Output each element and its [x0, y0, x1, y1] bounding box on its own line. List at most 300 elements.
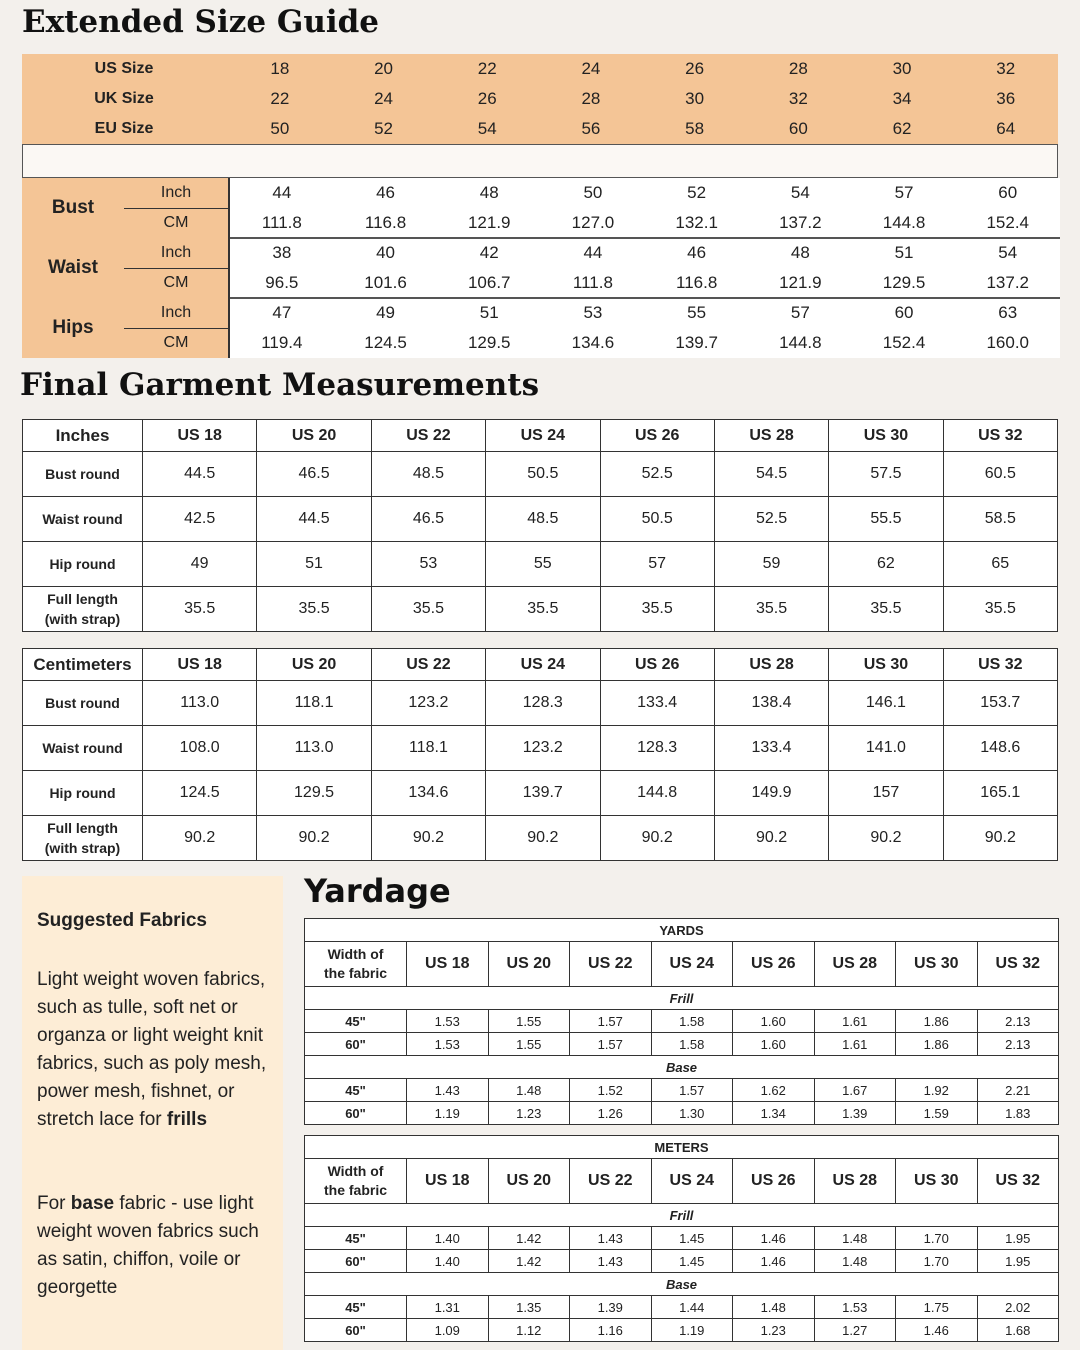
- yardage-cell: 2.13: [977, 1010, 1059, 1033]
- size-value: 20: [374, 59, 393, 78]
- measurement-value: 40: [376, 243, 395, 262]
- size-system-label: EU Size: [94, 120, 154, 137]
- size-value: 22: [270, 89, 290, 108]
- size-header: US 24: [651, 1159, 733, 1204]
- measurement-cell: 35.5: [257, 587, 371, 632]
- yardage-row: [305, 1227, 1059, 1250]
- width-header-line1: Width of: [327, 946, 384, 962]
- garment-cm-table: [22, 648, 1058, 861]
- measurement-cell: 51: [257, 542, 371, 587]
- measurement-value: 124.5: [364, 333, 407, 352]
- measurement-cell: 46.5: [371, 497, 485, 542]
- yardage-cell: 1.34: [733, 1102, 815, 1125]
- fabrics-base-text: For base fabric - use light weight woven fabrics such as satin, chiffon, voile or georgette: [37, 1193, 259, 1298]
- measurement-value: 44: [583, 243, 603, 262]
- yardage-cell: 1.86: [896, 1033, 978, 1056]
- measurement-value: 48: [479, 183, 499, 202]
- group-divider: [230, 297, 1060, 299]
- row-label-text: Hip round: [49, 556, 116, 572]
- measurement-cell: 153.7: [943, 681, 1057, 726]
- measurement-cell: 146.1: [829, 681, 943, 726]
- yardage-cell: 1.46: [733, 1250, 815, 1273]
- yardage-cell: 1.58: [651, 1033, 733, 1056]
- size-value: 30: [892, 59, 912, 78]
- yardage-cell: 1.60: [733, 1033, 815, 1056]
- yardage-cell: 1.19: [651, 1319, 733, 1342]
- size-header: US 30: [829, 420, 943, 452]
- measurement-cell: 52.5: [714, 497, 828, 542]
- measurement-cell: 60.5: [943, 452, 1057, 497]
- section-label: Frill: [305, 1204, 1059, 1227]
- size-header: US 20: [257, 420, 371, 452]
- measurement-value: 63: [998, 303, 1018, 322]
- measurement-value: 54: [998, 243, 1018, 262]
- yardage-cell: 1.70: [896, 1227, 978, 1250]
- measurement-cell: 90.2: [943, 816, 1057, 861]
- size-header: US 26: [600, 649, 714, 681]
- table-row: [23, 452, 1058, 497]
- measurement-name: Hips: [52, 317, 94, 338]
- measurement-cell: 35.5: [943, 587, 1057, 632]
- measurement-cell: 58.5: [943, 497, 1057, 542]
- size-header: US 20: [488, 1159, 570, 1204]
- measurement-cell: 50.5: [600, 497, 714, 542]
- fabrics-title: Suggested Fabrics: [37, 910, 207, 931]
- unit-label: CM: [163, 334, 189, 351]
- size-value: 60: [788, 119, 808, 138]
- measurement-cell: 123.2: [371, 681, 485, 726]
- measurement-value: 57: [894, 183, 914, 202]
- measurement-cell: 35.5: [829, 587, 943, 632]
- size-value: 32: [788, 89, 808, 108]
- size-header: US 26: [733, 942, 815, 987]
- fabric-width: 60": [305, 1319, 407, 1342]
- row-label-text: Hip round: [49, 785, 116, 801]
- size-system-label: UK Size: [94, 90, 154, 107]
- measurement-cell: 124.5: [143, 771, 257, 816]
- yardage-cell: 1.75: [896, 1296, 978, 1319]
- measurement-cell: 133.4: [600, 681, 714, 726]
- measurement-cell: 128.3: [600, 726, 714, 771]
- measurement-cell: 90.2: [714, 816, 828, 861]
- row-label-subtext: (with strap): [44, 840, 121, 856]
- row-label: [23, 542, 143, 587]
- section-row: [305, 1273, 1059, 1296]
- measurement-value: 134.6: [571, 333, 615, 352]
- yardage-cell: 1.48: [814, 1250, 896, 1273]
- fabric-width: 45": [305, 1079, 407, 1102]
- measurement-cell: 90.2: [486, 816, 600, 861]
- yardage-cell: 1.43: [570, 1250, 652, 1273]
- measurement-value: 144.8: [779, 333, 822, 352]
- yardage-row: [305, 1319, 1059, 1342]
- measurement-value: 121.9: [467, 213, 511, 232]
- size-value: 34: [892, 89, 912, 108]
- row-label-text: Full length: [47, 591, 118, 607]
- measurement-value: 152.4: [882, 333, 926, 352]
- measurement-value: 46: [687, 243, 707, 262]
- measurement-cell: 149.9: [714, 771, 828, 816]
- unit-header: Inches: [23, 420, 143, 452]
- table-row: [23, 681, 1058, 726]
- size-value: 36: [996, 89, 1016, 108]
- measurement-value: 144.8: [882, 213, 926, 232]
- measurement-cell: 59: [714, 542, 828, 587]
- measurement-value: 46: [376, 183, 395, 202]
- row-label-text: Bust round: [45, 466, 120, 482]
- yardage-cell: 1.48: [814, 1227, 896, 1250]
- measurement-cell: 53: [371, 542, 485, 587]
- yardage-cell: 1.44: [651, 1296, 733, 1319]
- yardage-yards-table: [304, 918, 1059, 1125]
- row-label: [23, 816, 143, 861]
- yardage-cell: 1.26: [570, 1102, 652, 1125]
- measurement-group-waist: [22, 238, 228, 298]
- fabric-width: 45": [305, 1296, 407, 1319]
- measurement-cell: 90.2: [371, 816, 485, 861]
- measurement-cell: 46.5: [257, 452, 371, 497]
- yardage-cell: 1.09: [407, 1319, 489, 1342]
- size-header: US 18: [407, 942, 489, 987]
- measurement-cell: 57: [600, 542, 714, 587]
- measurement-value: 51: [894, 243, 914, 262]
- size-conversion-header: [22, 54, 1058, 144]
- size-header: US 22: [570, 1159, 652, 1204]
- measurement-cell: 42.5: [143, 497, 257, 542]
- measurement-name: Waist: [48, 257, 98, 278]
- measurement-value: 116.8: [364, 213, 407, 232]
- size-value: 56: [581, 119, 601, 138]
- size-header: US 20: [257, 649, 371, 681]
- measurement-cell: 57.5: [829, 452, 943, 497]
- size-header: US 30: [896, 1159, 978, 1204]
- measurement-value: 96.5: [265, 273, 299, 292]
- yardage-cell: 1.86: [896, 1010, 978, 1033]
- measurement-cell: 35.5: [600, 587, 714, 632]
- measurement-value: 53: [583, 303, 603, 322]
- size-header: US 28: [814, 942, 896, 987]
- size-system-label: US Size: [94, 60, 154, 77]
- measurement-value: 139.7: [675, 333, 718, 352]
- measurement-cell: 113.0: [143, 681, 257, 726]
- unit-label: Inch: [160, 244, 192, 261]
- measurement-value: 132.1: [675, 213, 718, 232]
- table-row: [23, 542, 1058, 587]
- yardage-cell: 1.39: [814, 1102, 896, 1125]
- measurement-cell: 44.5: [257, 497, 371, 542]
- yardage-cell: 1.19: [407, 1102, 489, 1125]
- size-value: 28: [788, 59, 808, 78]
- size-header: US 32: [977, 1159, 1059, 1204]
- row-label: [23, 771, 143, 816]
- measurement-cell: 48.5: [371, 452, 485, 497]
- measurement-value: 60: [894, 303, 914, 322]
- measurement-value: 129.5: [882, 273, 926, 292]
- row-label: [23, 681, 143, 726]
- us-size-row: [22, 54, 1058, 84]
- yardage-cell: 1.43: [407, 1079, 489, 1102]
- measurement-group-bust: [22, 178, 228, 238]
- yardage-row: [305, 1079, 1059, 1102]
- measurement-cell: 54.5: [714, 452, 828, 497]
- section-row: [305, 1204, 1059, 1227]
- size-value: 30: [685, 89, 705, 108]
- yardage-cell: 1.83: [977, 1102, 1059, 1125]
- section-label: Base: [305, 1056, 1059, 1079]
- measurement-value: 49: [376, 303, 395, 322]
- unit-divider: [124, 268, 228, 269]
- measurement-value: 116.8: [676, 273, 718, 292]
- size-header: US 30: [896, 942, 978, 987]
- measurement-cell: 90.2: [600, 816, 714, 861]
- yardage-cell: 1.40: [407, 1250, 489, 1273]
- size-value: 24: [581, 59, 601, 78]
- measurement-cell: 62: [829, 542, 943, 587]
- garment-title: Final Garment Measurements: [20, 367, 540, 403]
- fabric-width: 45": [305, 1010, 407, 1033]
- yardage-cell: 1.46: [733, 1227, 815, 1250]
- yardage-row: [305, 1102, 1059, 1125]
- yardage-cell: 1.68: [977, 1319, 1059, 1342]
- yardage-cell: 1.67: [814, 1079, 896, 1102]
- table-header-row: [23, 649, 1058, 681]
- measurement-cell: 35.5: [486, 587, 600, 632]
- table-row: [23, 816, 1058, 861]
- measurement-value: 106.7: [467, 273, 511, 292]
- size-header: US 28: [714, 420, 828, 452]
- measurement-value: 111.8: [261, 213, 302, 232]
- size-value: 62: [892, 119, 912, 138]
- yardage-cell: 1.48: [488, 1079, 570, 1102]
- measurement-cell: 165.1: [943, 771, 1057, 816]
- table-row: [23, 497, 1058, 542]
- yardage-cell: 1.95: [977, 1250, 1059, 1273]
- size-header: US 22: [371, 420, 485, 452]
- unit-label: Inch: [160, 304, 192, 321]
- measurement-value: 42: [479, 243, 499, 262]
- size-value: 32: [996, 59, 1016, 78]
- measurement-cell: 50.5: [486, 452, 600, 497]
- measurement-cell: 55: [486, 542, 600, 587]
- table-header-row: [23, 420, 1058, 452]
- measurement-value: 51: [479, 303, 499, 322]
- measurement-cell: 52.5: [600, 452, 714, 497]
- measurement-cell: 123.2: [486, 726, 600, 771]
- yardage-row: [305, 1010, 1059, 1033]
- measurement-cell: 44.5: [143, 452, 257, 497]
- section-row: [305, 987, 1059, 1010]
- row-label: [23, 726, 143, 771]
- fabric-width: 45": [305, 1227, 407, 1250]
- yardage-meters-table: [304, 1135, 1059, 1342]
- yardage-cell: 1.61: [814, 1010, 896, 1033]
- uk-size-row: [22, 84, 1058, 114]
- size-value: 52: [374, 119, 393, 138]
- measurement-group-hips: [22, 298, 228, 358]
- yardage-cell: 2.02: [977, 1296, 1059, 1319]
- measurement-cell: 49: [143, 542, 257, 587]
- measurement-value: 160.0: [986, 333, 1029, 352]
- measurement-cell: 118.1: [371, 726, 485, 771]
- yardage-cell: 1.53: [407, 1010, 489, 1033]
- yardage-cell: 1.62: [733, 1079, 815, 1102]
- row-label: [23, 587, 143, 632]
- width-header-line1: Width of: [327, 1163, 384, 1179]
- size-guide-spacer: [22, 144, 1058, 178]
- yardage-cell: 1.12: [488, 1319, 570, 1342]
- row-label: [23, 497, 143, 542]
- measurement-cell: 55.5: [829, 497, 943, 542]
- yardage-cell: 1.58: [651, 1010, 733, 1033]
- yardage-cell: 1.70: [896, 1250, 978, 1273]
- measurement-value: 47: [272, 303, 292, 322]
- size-header: US 22: [371, 649, 485, 681]
- unit-title-row: [305, 1136, 1059, 1159]
- yardage-row: [305, 1296, 1059, 1319]
- measurement-cell: 90.2: [257, 816, 371, 861]
- measurement-value: 121.9: [779, 273, 822, 292]
- yardage-cell: 1.61: [814, 1033, 896, 1056]
- yardage-cell: 1.35: [488, 1296, 570, 1319]
- row-label-text: Bust round: [45, 695, 120, 711]
- yardage-cell: 1.55: [488, 1010, 570, 1033]
- measurement-cell: 113.0: [257, 726, 371, 771]
- unit-divider: [124, 208, 228, 209]
- size-header: US 28: [714, 649, 828, 681]
- body-measurements-table: [22, 178, 1058, 358]
- size-value: 22: [477, 59, 497, 78]
- measurement-labels: [22, 178, 228, 358]
- measurement-cell: 139.7: [486, 771, 600, 816]
- yardage-cell: 1.23: [488, 1102, 570, 1125]
- measurement-value: 57: [790, 303, 810, 322]
- measurement-cell: 133.4: [714, 726, 828, 771]
- yardage-cell: 1.31: [407, 1296, 489, 1319]
- measurement-value: 127.0: [571, 213, 615, 232]
- measurement-name: Bust: [51, 197, 95, 218]
- measurement-cell: 144.8: [600, 771, 714, 816]
- measurement-cell: 134.6: [371, 771, 485, 816]
- measurement-value: 137.2: [986, 273, 1029, 292]
- yardage-cell: 1.27: [814, 1319, 896, 1342]
- yardage-cell: 1.48: [733, 1296, 815, 1319]
- measurement-value: 60: [998, 183, 1018, 202]
- yardage-cell: 1.95: [977, 1227, 1059, 1250]
- size-value: 26: [685, 59, 705, 78]
- fabric-width: 60": [305, 1250, 407, 1273]
- row-label-text: Full length: [47, 820, 118, 836]
- unit-title: YARDS: [305, 919, 1059, 942]
- measurement-cell: 35.5: [714, 587, 828, 632]
- size-value: 64: [996, 119, 1016, 138]
- measurement-cell: 138.4: [714, 681, 828, 726]
- width-header: [305, 1159, 407, 1204]
- measurement-value: 129.5: [467, 333, 511, 352]
- measurement-value: 54: [790, 183, 810, 202]
- section-label: Base: [305, 1273, 1059, 1296]
- suggested-fabrics-panel: [22, 876, 283, 1350]
- yardage-cell: 2.13: [977, 1033, 1059, 1056]
- measurement-values: [228, 178, 1060, 358]
- unit-header: Centimeters: [23, 649, 143, 681]
- fabrics-frill-text: Light weight woven fabrics, such as tulle, soft net or organza or light weight knit fabrics, such as poly mesh, power mesh, fishnet, or stretch lace for frills: [37, 969, 267, 1130]
- measurement-cell: 108.0: [143, 726, 257, 771]
- yardage-row: [305, 1033, 1059, 1056]
- row-label-text: Waist round: [42, 740, 123, 756]
- yardage-cell: 1.57: [570, 1033, 652, 1056]
- measurement-value: 44: [272, 183, 292, 202]
- width-header-line2: the fabric: [323, 965, 387, 981]
- yardage-cell: 1.52: [570, 1079, 652, 1102]
- measurement-value: 101.6: [364, 273, 407, 292]
- measurement-value: 119.4: [261, 333, 303, 352]
- size-header: US 28: [814, 1159, 896, 1204]
- row-label-text: Waist round: [42, 511, 123, 527]
- yardage-cell: 1.45: [651, 1250, 733, 1273]
- fabric-width: 60": [305, 1102, 407, 1125]
- table-row: [23, 726, 1058, 771]
- size-header: US 32: [977, 942, 1059, 987]
- yardage-cell: 1.57: [651, 1079, 733, 1102]
- measurement-cell: 65: [943, 542, 1057, 587]
- measurement-cell: 129.5: [257, 771, 371, 816]
- yardage-cell: 1.16: [570, 1319, 652, 1342]
- size-header: US 30: [829, 649, 943, 681]
- group-divider: [230, 237, 1060, 239]
- size-value: 50: [270, 119, 290, 138]
- size-value: 58: [685, 119, 705, 138]
- unit-label: Inch: [160, 184, 192, 201]
- size-value: 24: [374, 89, 393, 108]
- yardage-title: Yardage: [304, 872, 451, 910]
- yardage-cell: 1.92: [896, 1079, 978, 1102]
- size-header: US 18: [407, 1159, 489, 1204]
- unit-title: METERS: [305, 1136, 1059, 1159]
- yardage-cell: 1.53: [407, 1033, 489, 1056]
- width-header: [305, 942, 407, 987]
- yardage-cell: 1.42: [488, 1250, 570, 1273]
- fabric-width: 60": [305, 1033, 407, 1056]
- yardage-cell: 1.60: [733, 1010, 815, 1033]
- size-header: US 26: [733, 1159, 815, 1204]
- measurement-value: 111.8: [572, 273, 613, 292]
- unit-label: CM: [163, 274, 189, 291]
- yardage-cell: 1.57: [570, 1010, 652, 1033]
- yardage-cell: 1.46: [896, 1319, 978, 1342]
- unit-title-row: [305, 919, 1059, 942]
- yardage-cell: 2.21: [977, 1079, 1059, 1102]
- size-header: US 18: [143, 420, 257, 452]
- size-value: 18: [270, 59, 290, 78]
- measurement-value: 152.4: [986, 213, 1029, 232]
- measurement-cell: 128.3: [486, 681, 600, 726]
- table-row: [23, 587, 1058, 632]
- measurement-cell: 141.0: [829, 726, 943, 771]
- row-label-subtext: (with strap): [44, 611, 121, 627]
- measurement-cell: 35.5: [371, 587, 485, 632]
- measurement-value: 137.2: [779, 213, 822, 232]
- yardage-cell: 1.23: [733, 1319, 815, 1342]
- yardage-cell: 1.42: [488, 1227, 570, 1250]
- yardage-cell: 1.59: [896, 1102, 978, 1125]
- measurement-cell: 35.5: [143, 587, 257, 632]
- unit-divider: [124, 328, 228, 329]
- measurement-cell: 148.6: [943, 726, 1057, 771]
- measurement-cell: 90.2: [829, 816, 943, 861]
- size-header: US 24: [486, 649, 600, 681]
- size-header: US 26: [600, 420, 714, 452]
- yardage-cell: 1.45: [651, 1227, 733, 1250]
